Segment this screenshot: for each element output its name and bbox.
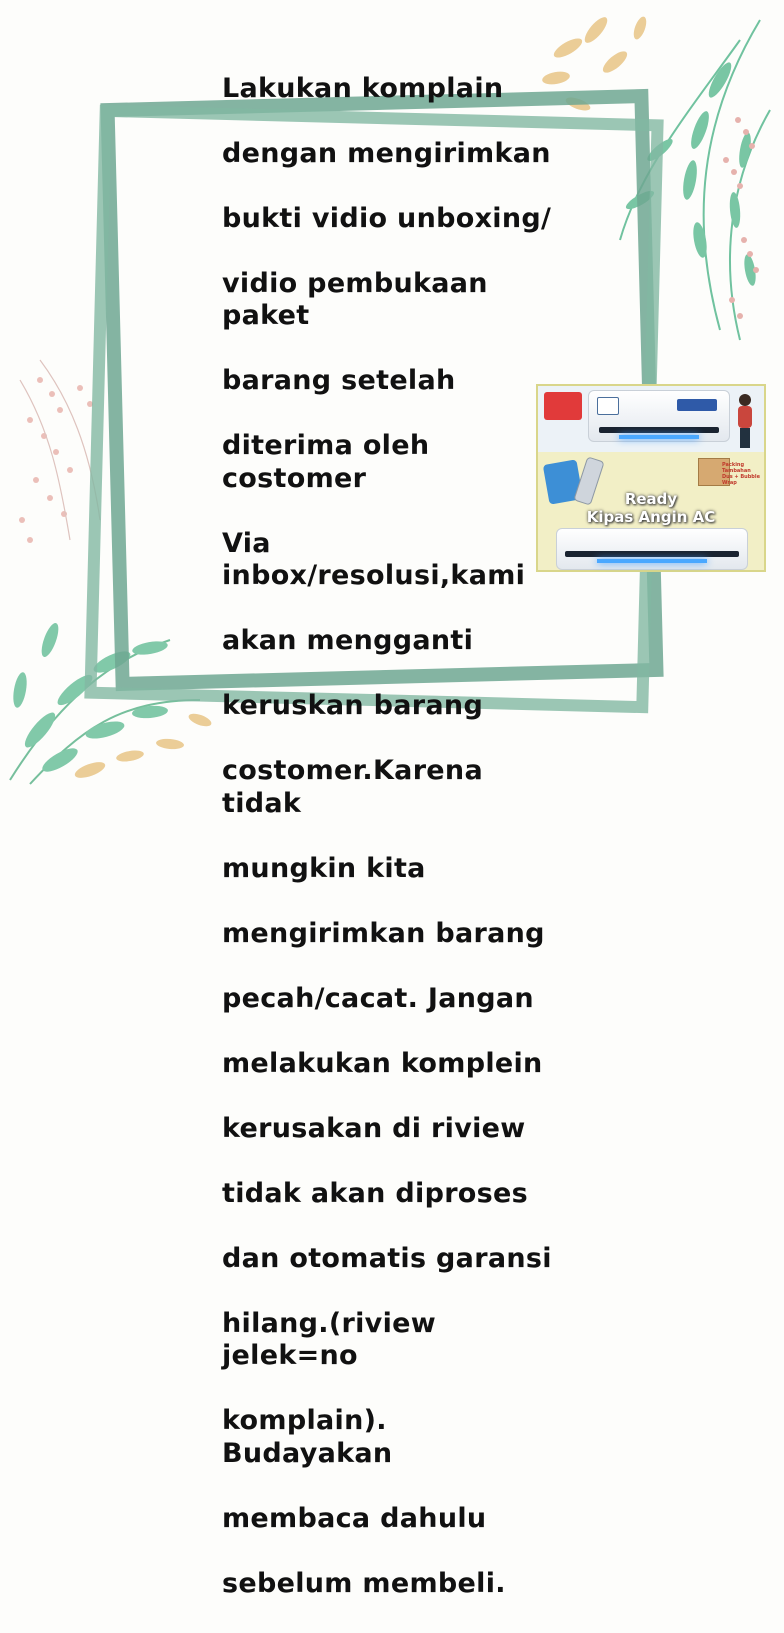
- product-name-label: Kipas Angin AC: [586, 508, 716, 526]
- text-line: sebelum membeli.: [222, 1567, 506, 1599]
- text-line: diterima oleh costomer: [222, 430, 430, 494]
- text-line: membaca dahulu: [222, 1502, 487, 1534]
- complaint-policy-text: [222, 40, 562, 1633]
- ac-blue-light: [597, 559, 707, 563]
- promo-sticker: [544, 392, 582, 420]
- product-bottom-panel: [538, 452, 764, 570]
- ac-blue-light: [619, 435, 699, 439]
- text-line: vidio pembukaan paket: [222, 267, 488, 331]
- brand-logo-icon: [597, 397, 619, 415]
- text-line: pecah/cacat. Jangan: [222, 982, 534, 1014]
- text-line: Lakukan komplain: [222, 72, 504, 104]
- text-line: melakukan komplein: [222, 1047, 543, 1079]
- ac-unit-top: [588, 390, 730, 442]
- text-line: akan mengganti: [222, 625, 474, 656]
- text-line: komplain). Budayakan: [222, 1405, 393, 1469]
- text-line: keruskan barang: [222, 690, 484, 721]
- ac-unit-bottom: [556, 528, 748, 570]
- text-line: costomer.Karena tidak: [222, 755, 483, 819]
- text-line: dan otomatis garansi: [222, 1242, 552, 1274]
- text-line: Via inbox/resolusi,kami: [222, 527, 526, 591]
- text-line: mengirimkan barang: [222, 917, 545, 949]
- text-line: kerusakan di riview: [222, 1112, 526, 1144]
- person-icon: [732, 392, 758, 448]
- product-thumbnail[interactable]: [536, 384, 766, 572]
- text-line: bukti vidio unboxing/: [222, 202, 552, 234]
- ac-vent: [599, 427, 719, 433]
- text-line: mungkin kita: [222, 852, 426, 884]
- ready-label: Ready: [624, 490, 678, 508]
- ac-vent: [565, 551, 739, 557]
- control-display: [677, 399, 717, 411]
- packing-label: Packing Tambahan Dus + Bubble Wrap: [722, 462, 760, 486]
- product-top-panel: [538, 386, 764, 452]
- text-line: barang setelah: [222, 365, 456, 396]
- text-line: hilang.(riview jelek=no: [222, 1307, 436, 1371]
- text-line: tidak akan diproses: [222, 1177, 529, 1209]
- text-line: dengan mengirimkan: [222, 137, 551, 169]
